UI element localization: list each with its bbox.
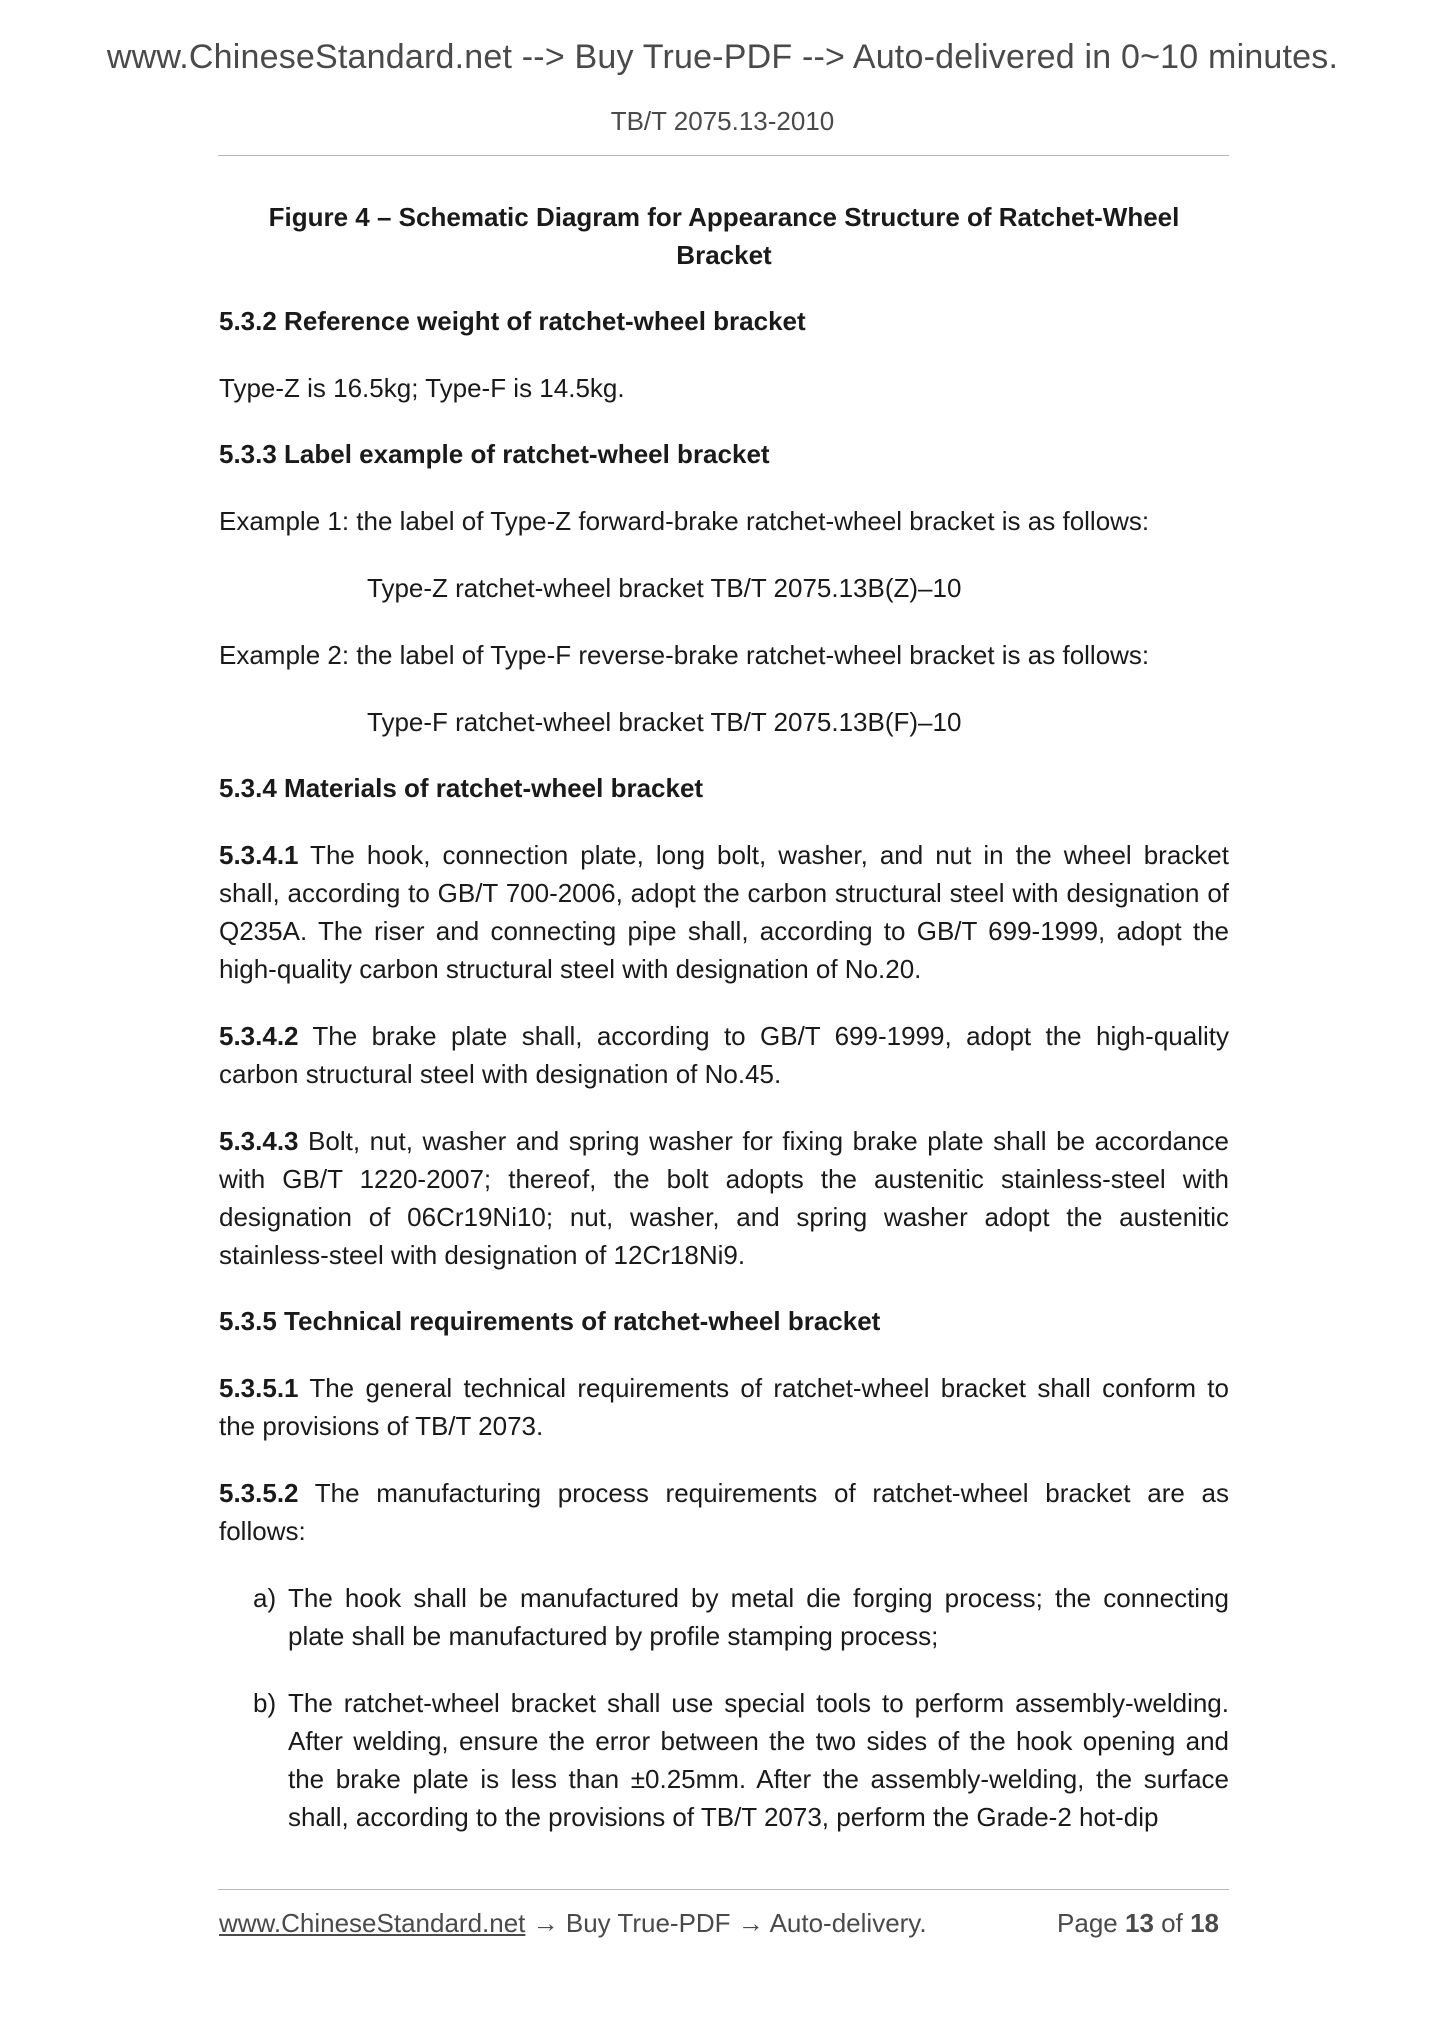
clause-number: 5.3.5.2 [219,1478,299,1508]
heading-5-3-2: 5.3.2 Reference weight of ratchet-wheel bracket [219,306,806,336]
footer-tagline: → Buy True-PDF → Auto-delivery. [525,1908,927,1938]
page-word: Page [1057,1908,1118,1938]
header-divider [218,155,1229,156]
clause-text: The general technical requirements of ratchet-wheel bracket shall conform to the provisions of TB/T 2073. [219,1373,1229,1441]
top-banner: www.ChineseStandard.net --> Buy True-PDF --> Auto-delivered in 0~10 minutes. [106,38,1339,76]
clause-5-3-4-1 [219,836,1229,988]
example-2-text: Example 2: the label of Type-F reverse-brake ratchet-wheel bracket is as follows: [219,640,1150,670]
heading-5-3-4: 5.3.4 Materials of ratchet-wheel bracket [219,773,704,803]
clause-number: 5.3.4.3 [219,1126,299,1156]
example-2-label: Type-F ratchet-wheel bracket TB/T 2075.13B(F)–10 [367,707,962,737]
page-body [219,198,1229,1836]
clause-number: 5.3.4.1 [219,840,299,870]
clause-number: 5.3.4.2 [219,1021,299,1051]
clause-5-3-5-1 [219,1369,1229,1445]
page-indicator [1057,1908,1219,1939]
document-id: TB/T 2075.13-2010 [610,106,835,136]
clause-text: The brake plate shall, according to GB/T 699-1999, adopt the high-quality carbon structural steel with designation of No.45. [219,1021,1229,1089]
clause-5-3-4-2 [219,1017,1229,1093]
paragraph-weight: Type-Z is 16.5kg; Type-F is 14.5kg. [219,373,625,403]
footer-divider [218,1889,1229,1890]
total-pages-number: 18 [1190,1908,1219,1938]
clause-number: 5.3.5.1 [219,1373,299,1403]
page-footer [219,1908,1229,1939]
list-item-label: b) [253,1688,277,1718]
of-word: of [1161,1908,1183,1938]
footer-site-link[interactable]: www.ChineseStandard.net [219,1908,526,1938]
list-item-label: a) [253,1583,277,1613]
clause-5-3-4-3 [219,1122,1229,1274]
heading-5-3-3: 5.3.3 Label example of ratchet-wheel bracket [219,439,770,469]
list-item-text: The ratchet-wheel bracket shall use special tools to perform assembly-welding. After welding, ensure the error between the two sides of the hook opening and the brake plate is less than ±0.25mm. After the assembly-welding, the surface shall, according to the provisions of TB/T 2073, perform the Grade-2 hot-dip [288,1688,1229,1832]
example-1-label: Type-Z ratchet-wheel bracket TB/T 2075.13B(Z)–10 [367,573,962,603]
list-item-text: The hook shall be manufactured by metal die forging process; the connecting plate shall be manufactured by profile stamping process; [288,1583,1229,1651]
heading-5-3-5: 5.3.5 Technical requirements of ratchet-wheel bracket [219,1306,881,1336]
clause-text: The manufacturing process requirements of ratchet-wheel bracket are as follows: [219,1478,1229,1546]
list-item-b [219,1684,1229,1836]
example-1-text: Example 1: the label of Type-Z forward-brake ratchet-wheel bracket is as follows: [219,506,1150,536]
list-item-a [219,1579,1229,1655]
clause-text: Bolt, nut, washer and spring washer for fixing brake plate shall be accordance with GB/T 1220-2007; thereof, the bolt adopts the austenitic stainless-steel with designation of 06Cr19Ni10; nut, washer, and spring washer adopt the austenitic stainless-steel with designation of 12Cr18Ni9. [219,1126,1229,1270]
clause-text: The hook, connection plate, long bolt, washer, and nut in the wheel bracket shall, according to GB/T 700-2006, adopt the carbon structural steel with designation of Q235A. The riser and connecting pipe shall, according to GB/T 699-1999, adopt the high-quality carbon structural steel with designation of No.20. [219,840,1229,984]
clause-5-3-5-2 [219,1474,1229,1550]
current-page-number: 13 [1125,1908,1154,1938]
figure-caption: Figure 4 – Schematic Diagram for Appearance Structure of Ratchet-Wheel Bracket [268,202,1180,270]
